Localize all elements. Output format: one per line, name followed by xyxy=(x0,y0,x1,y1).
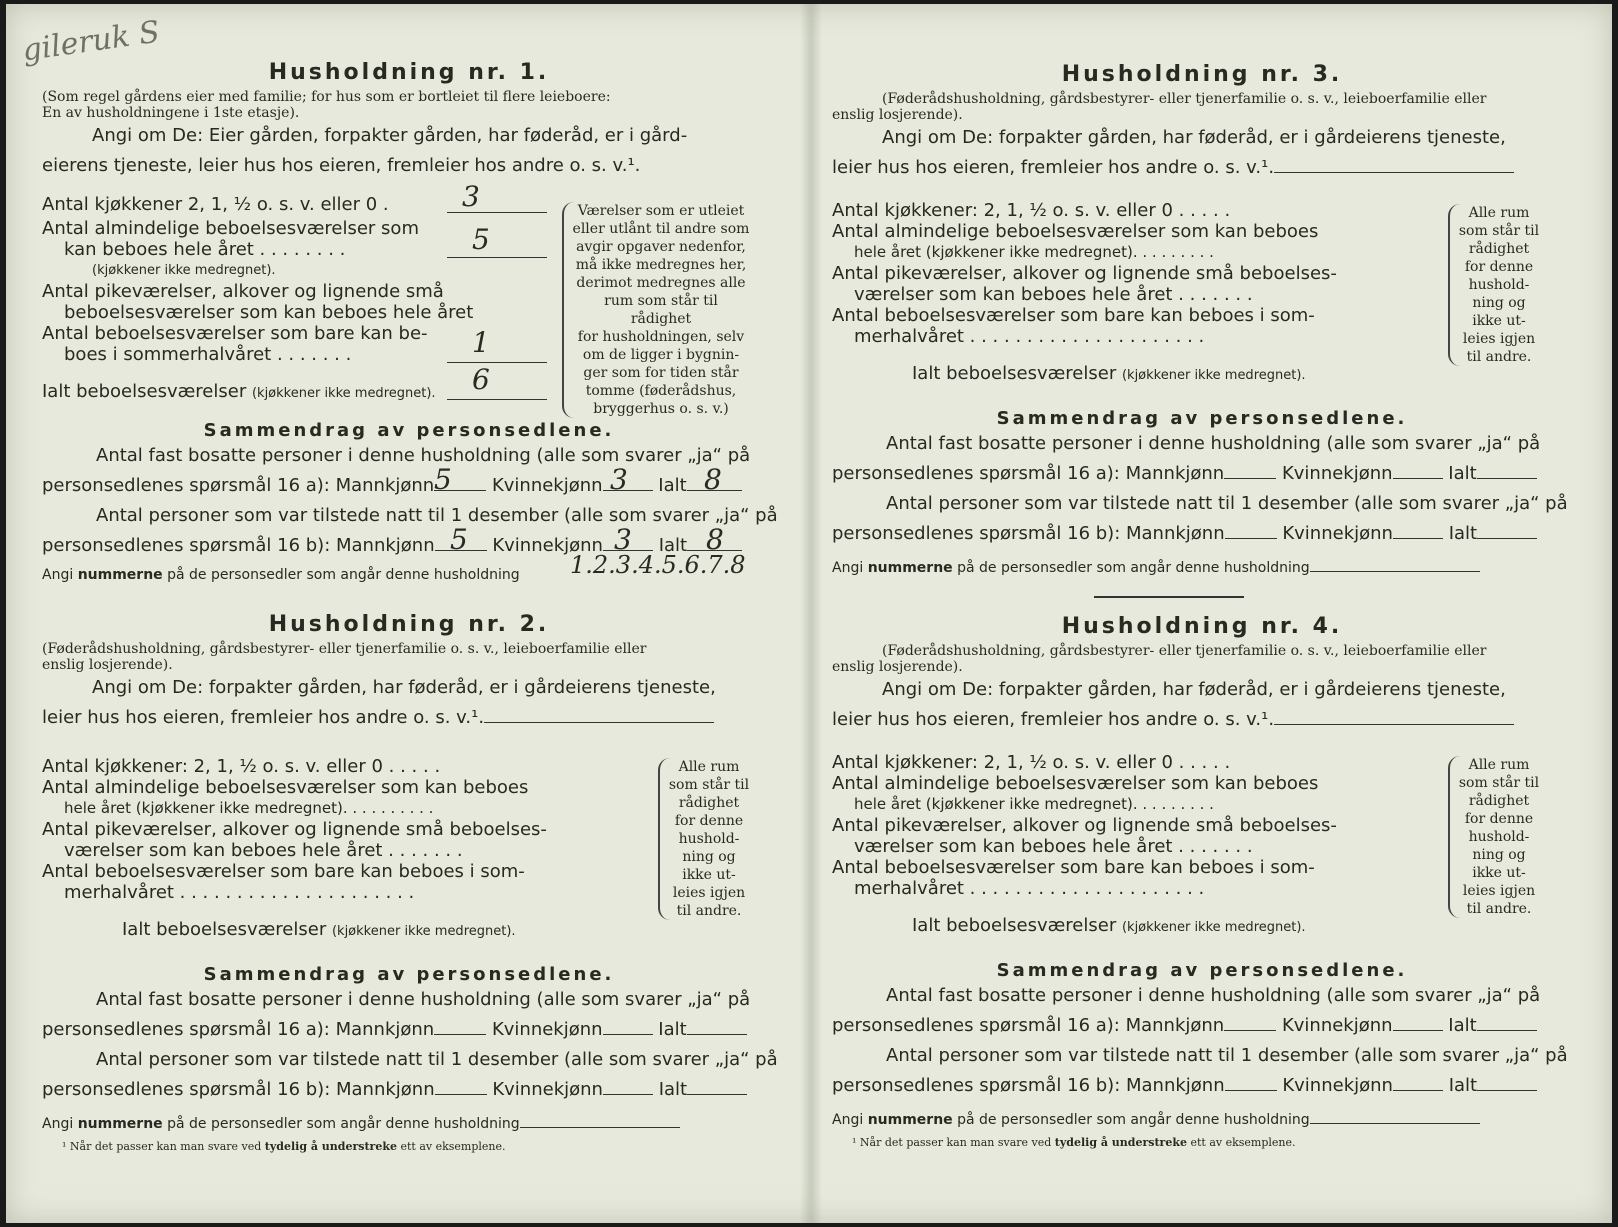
total-rooms-value: 6 xyxy=(472,363,490,396)
household-1-side-note: Værelser som er utleiet eller utlånt til andre som avgir opgaver nedenfor, må ikke medregnes her, derimot medregnes alle rum som står til rådighet for husholdningen, selv om de ligger i bygnin- ger som for tiden står tomme (føderådshus, bryggerhus o. s. v.) xyxy=(562,202,750,418)
footnote: ¹ Når det passer kan man svare ved tydelig å understreke ett av eksemplene. xyxy=(62,1140,506,1153)
household-1-title: Husholdning nr. 1. xyxy=(268,60,550,85)
household-2-side-note: Alle rum som står til rådighet for denne hushold- ning og ikke ut- leies igjen til andre. xyxy=(658,758,750,920)
census-form-sheet xyxy=(6,4,1612,1223)
household-4-section: Husholdning nr. 4. (Føderådshusholdning, gårdsbestyrer- eller tjenerfamilie o. s. v., leieboerfamilie eller enslig losjerende). Angi om De: forpakter gården, har føderåd, er i gårdeierens tjeneste, leier hus hos eieren, fremleier hos andre o. s. v.¹. xyxy=(832,614,1572,735)
household-1-rooms xyxy=(42,180,562,404)
present-female-value: 3 xyxy=(614,523,632,556)
page-fold xyxy=(800,4,822,1223)
household-4-side-note: Alle rum som står til rådighet for denne hushold- ning og ikke ut- leies igjen til andre. xyxy=(1448,756,1540,918)
household-3-title: Husholdning nr. 3. xyxy=(1061,62,1343,87)
household-4-summary: Sammendrag av personsedlene. Antal fast bosatte personer i denne husholdning (alle som svarer „ja“ på personsedlenes spørsmål 16 a): Mannkjønn Kvinnekjønn Ialt Antal personer som var tilstede natt til 1 desember (alle som svarer „ja“ på personsedlenes spørsmål 16 b): Mannkjønn Kvinnekjønn Ialt Angi nummerne på de personsedler som angår denne husholdning ¹ Når det passer kan man svare ved tydelig å understreke ett av eksemplene. xyxy=(832,960,1572,1149)
resident-female-value: 3 xyxy=(610,463,628,496)
household-1-ask-line-1: Angi om De: Eier gården, forpakter gården, har føderåd, er i gård- xyxy=(92,125,688,146)
present-male-value: 5 xyxy=(450,523,468,556)
regular-rooms-row: Antal almindelige beboelsesværelser som kan beboes hele året . . . . . . . . 5 (kjøkkener ikke medregnet). xyxy=(42,218,562,281)
handwritten-annotation: gileruk S xyxy=(20,14,162,69)
footnote: ¹ Når det passer kan man svare ved tydelig å understreke ett av eksemplene. xyxy=(852,1136,1296,1149)
left-page xyxy=(42,4,776,1223)
summer-rooms-row: Antal beboelsesværelser som bare kan be- boes i sommerhalvåret . . . . . . . 1 xyxy=(42,323,562,365)
kitchens-row: Antal kjøkkener 2, 1, ½ o. s. v. eller 0 . 3 xyxy=(42,194,562,218)
resident-male-value: 5 xyxy=(434,463,452,496)
household-2-rooms: Antal kjøkkener: 2, 1, ½ o. s. v. eller 0 . . . . . Antal almindelige beboelsesværelser som kan beboes hele året (kjøkkener ikke medregnet). . . . . . . . . . Antal pikeværelser, alkover og lignende små beboelses- værelser som kan beboes hele året . . . . . . . Antal beboelsesværelser som bare kan beboes i som- merhalvåret . . . . . . . . . . . . . . . . . . . . . Ialt beboelsesværelser (kjøkkener ikke medregnet). xyxy=(42,756,547,940)
household-3-section: Husholdning nr. 3. (Føderådshusholdning, gårdsbestyrer- eller tjenerfamilie o. s. v., leieboerfamilie eller enslig losjerende). Angi om De: forpakter gården, har føderåd, er i gårdeierens tjeneste, leier hus hos eieren, fremleier hos andre o. s. v.¹. xyxy=(832,62,1572,183)
total-rooms-row: Ialt beboelsesværelser (kjøkkener ikke medregnet). 6 xyxy=(42,381,562,404)
regular-rooms-value: 5 xyxy=(472,223,490,256)
household-4-title: Husholdning nr. 4. xyxy=(1061,614,1343,639)
household-2-section: Husholdning nr. 2. (Føderådshusholdning, gårdsbestyrer- eller tjenerfamilie o. s. v., leieboerfamilie eller enslig losjerende). Angi om De: forpakter gården, har føderåd, er i gårdeierens tjeneste, leier hus hos eieren, fremleier hos andre o. s. v.¹. xyxy=(42,612,776,733)
household-1-summary: Sammendrag av personsedlene. Antal fast bosatte personer i denne husholdning (alle som svarer „ja“ på personsedlenes spørsmål 16 a): Mannkjønn Kvinnekjønn Ialt 5 3 8 Antal personer som var tilstede natt til 1 desember (alle som svarer „ja“ på personsedlenes spørsmål 16 b): Mannkjønn Kvinnekjønn Ialt 5 3 8 Angi nummerne på de personsedler som angår denne husholdning 1.2.3.4.5.6.7.8 xyxy=(42,420,778,583)
small-rooms-row: Antal pikeværelser, alkover og lignende små beboelsesværelser som kan beboes hele året xyxy=(42,281,474,323)
household-4-rooms: Antal kjøkkener: 2, 1, ½ o. s. v. eller 0 . . . . . Antal almindelige beboelsesværelser som kan beboes hele året (kjøkkener ikke medregnet). . . . . . . . . Antal pikeværelser, alkover og lignende små beboelses- værelser som kan beboes hele året . . . . . . . Antal beboelsesværelser som bare kan beboes i som- merhalvåret . . . . . . . . . . . . . . . . . . . . . Ialt beboelsesværelser (kjøkkener ikke medregnet). xyxy=(832,752,1337,936)
summary-heading: Sammendrag av personsedlene. xyxy=(203,420,615,441)
section-divider xyxy=(1094,596,1244,598)
household-3-summary: Sammendrag av personsedlene. Antal fast bosatte personer i denne husholdning (alle som svarer „ja“ på personsedlenes spørsmål 16 a): Mannkjønn Kvinnekjønn Ialt Antal personer som var tilstede natt til 1 desember (alle som svarer „ja“ på personsedlenes spørsmål 16 b): Mannkjønn Kvinnekjønn Ialt Angi nummerne på de personsedler som angår denne husholdning xyxy=(832,408,1568,576)
right-page xyxy=(832,4,1572,1223)
kitchens-value: 3 xyxy=(462,180,480,213)
resident-total-value: 8 xyxy=(704,463,722,496)
household-1-section xyxy=(42,60,776,181)
household-2-summary: Sammendrag av personsedlene. Antal fast bosatte personer i denne husholdning (alle som svarer „ja“ på personsedlenes spørsmål 16 a): Mannkjønn Kvinnekjønn Ialt Antal personer som var tilstede natt til 1 desember (alle som svarer „ja“ på personsedlenes spørsmål 16 b): Mannkjønn Kvinnekjønn Ialt Angi nummerne på de personsedler som angår denne husholdning ¹ Når det passer kan man svare ved tydelig å understreke ett av eksemplene. xyxy=(42,964,778,1153)
household-1-note: (Som regel gårdens eier med familie; for hus som er bortleiet til flere leieboere: En av husholdningene i 1ste etasje). xyxy=(42,89,611,121)
present-total-value: 8 xyxy=(706,523,724,556)
household-3-rooms: Antal kjøkkener: 2, 1, ½ o. s. v. eller 0 . . . . . Antal almindelige beboelsesværelser som kan beboes hele året (kjøkkener ikke medregnet). . . . . . . . . Antal pikeværelser, alkover og lignende små beboelses- værelser som kan beboes hele året . . . . . . . Antal beboelsesværelser som bare kan beboes i som- merhalvåret . . . . . . . . . . . . . . . . . . . . . Ialt beboelsesværelser (kjøkkener ikke medregnet). xyxy=(832,200,1337,384)
summer-rooms-value: 1 xyxy=(472,326,490,359)
household-3-side-note: Alle rum som står til rådighet for denne hushold- ning og ikke ut- leies igjen til andre. xyxy=(1448,204,1540,366)
person-numbers-value: 1.2.3.4.5.6.7.8 xyxy=(570,551,746,579)
household-1-ask-line-2: eierens tjeneste, leier hus hos eieren, fremleier hos andre o. s. v.¹. xyxy=(42,155,641,176)
household-2-title: Husholdning nr. 2. xyxy=(268,612,550,637)
